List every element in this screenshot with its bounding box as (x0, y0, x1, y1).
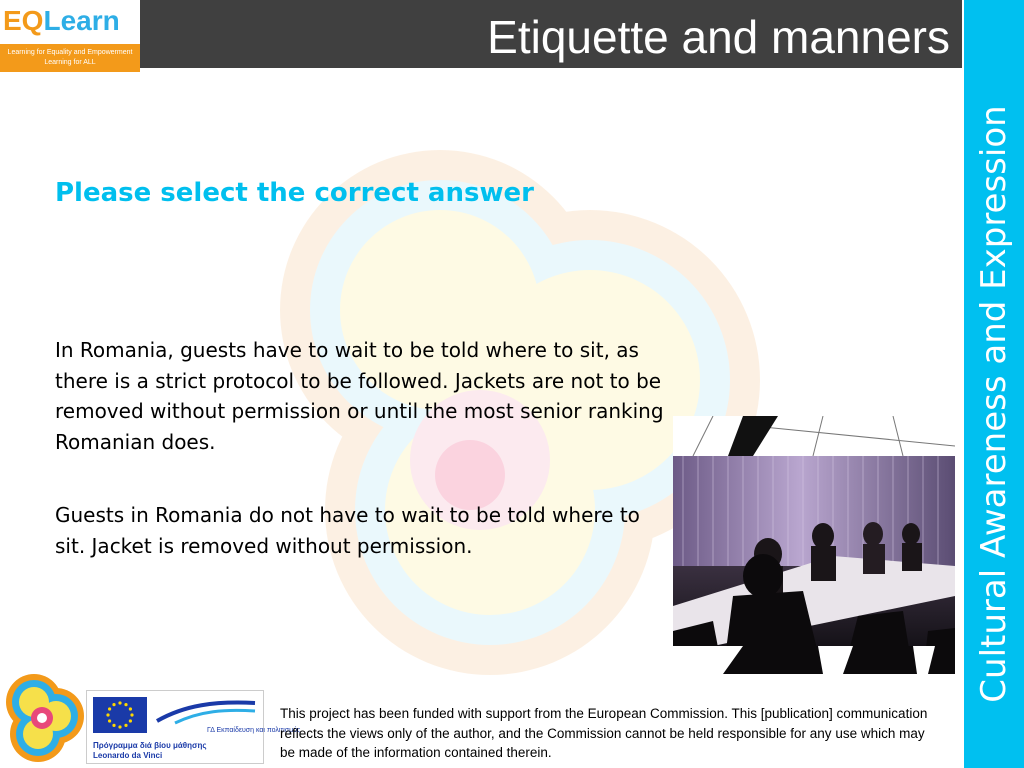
eu-programme-line2: Leonardo da Vinci (93, 751, 163, 760)
eqlearn-logo (0, 0, 140, 72)
logo-tagline (0, 44, 140, 72)
eu-programme-logo (86, 690, 301, 764)
eqlearn-flower-logo-icon (2, 672, 86, 764)
logo-wordmark (3, 2, 120, 40)
eu-ministry-label: ΓΔ Εκπαίδευση και πολιτισμός (207, 727, 301, 734)
funding-disclaimer: This project has been funded with support from the European Commission. This [publication] communication reflects the views only of the author, and the Commission cannot be held responsible for any use which may be made of the information contained therein. (280, 706, 928, 760)
leonardo-swoosh-icon (155, 697, 259, 727)
answer-option-1[interactable]: In Romania, guests have to wait to be told where to sit, as there is a strict protocol to be followed. Jackets are not to be removed without permission or until the most senior ranking Romanian does. (55, 338, 664, 454)
header-bar (140, 0, 962, 68)
restaurant-photo (673, 416, 955, 674)
side-band-title: Cultural Awareness and Expression (974, 105, 1014, 703)
eu-programme-label (93, 741, 207, 761)
logo-tagline-line2: Learning for ALL (44, 59, 96, 66)
eu-flag-icon (93, 697, 147, 733)
restaurant-photo-image (673, 416, 955, 674)
logo-tagline-line1: Learning for Equality and Empowerment (7, 49, 133, 56)
eu-programme-line1: Πρόγραμμα διά βίου μάθησης (93, 741, 207, 750)
page-title: Etiquette and manners (487, 11, 950, 63)
logo-wordmark-eq: EQ (3, 5, 44, 36)
quiz-prompt: Please select the correct answer (55, 178, 534, 208)
answer-option-2[interactable]: Guests in Romania do not have to wait to be told where to sit. Jacket is removed without permission. (55, 503, 640, 558)
eu-flag-stars (93, 697, 147, 733)
logo-wordmark-learn: Learn (43, 5, 120, 36)
